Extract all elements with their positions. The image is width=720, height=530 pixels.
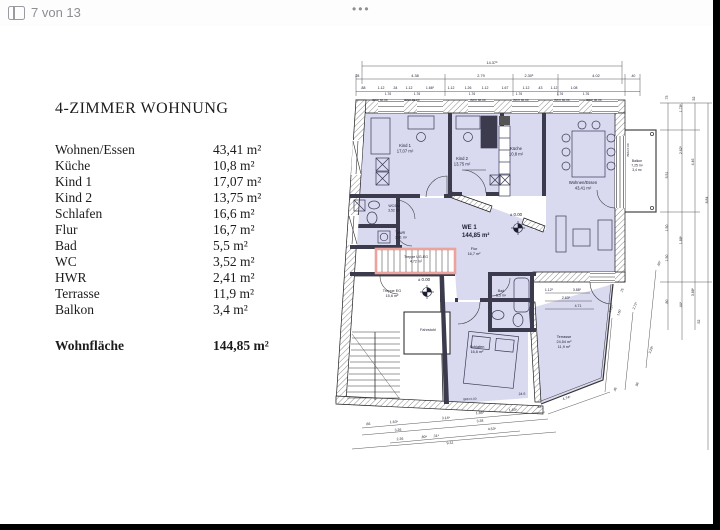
dimension-label: 4.74⁵ xyxy=(562,394,572,402)
dimension-label: 1.76 xyxy=(384,92,392,96)
dimension-label: .80 xyxy=(665,299,669,305)
dimension-label: 14.37⁵ xyxy=(486,61,498,65)
dimension-label: 3.88⁵ xyxy=(691,287,695,297)
room-name: WC xyxy=(55,254,77,269)
room-name: Terrasse xyxy=(55,286,100,301)
dimension-label: BRH 0.00 xyxy=(463,396,477,402)
page-indicator-label: 7 von 13 xyxy=(31,5,81,20)
room-area: 11,9 m² xyxy=(213,286,255,301)
room-area: 16,7 m² xyxy=(213,222,255,237)
dimension-label: .80⁵ xyxy=(420,434,428,440)
more-menu-icon[interactable]: ••• xyxy=(352,2,371,16)
dimension-label: 1.63⁵ xyxy=(389,419,399,425)
area-summary xyxy=(55,100,325,354)
dimension-label: BRH 0.00 xyxy=(626,143,630,157)
dimension-label: 1.12 xyxy=(550,86,558,90)
dimension-label: 1.76 xyxy=(468,92,476,96)
dimension-label: .44⁵ xyxy=(679,301,683,309)
dimension-label: 3.88⁵ xyxy=(572,288,582,292)
dimension-label: 8.84 xyxy=(705,196,709,204)
room-label: Kind 2 13,75 m² xyxy=(453,156,471,167)
dimension-label: 1.76 xyxy=(515,92,523,96)
dimension-label: 1.12 xyxy=(377,86,385,90)
room-area: 43,41 m² xyxy=(213,142,262,157)
room-label: WC/Du 3,52 m² xyxy=(388,204,400,213)
room-label: HWR 2,41 m² xyxy=(395,231,407,240)
room-name: Bad xyxy=(55,238,77,253)
room-label: Treppe UG-EG 4,72 m² xyxy=(403,255,429,264)
room-label: Kind 1 17,07 m² xyxy=(396,143,414,154)
dimension-label: .60² xyxy=(656,260,662,268)
dimension-label: 2.26 xyxy=(396,436,404,442)
room-name: Wohnen/Essen xyxy=(55,142,135,157)
dimension-label: 3.14⁵ xyxy=(441,415,451,421)
dimension-label: 4.53⁵ xyxy=(487,426,497,432)
room-label: Balkon 7,25 m² 3,4 m² xyxy=(631,159,643,172)
dimension-label: .43 xyxy=(537,86,543,90)
dimension-label: .28 xyxy=(354,74,360,78)
dimension-label: 1.76 xyxy=(556,92,564,96)
room-name: Küche xyxy=(55,158,91,173)
area-row xyxy=(55,270,325,286)
dimension-label: 2.79 xyxy=(477,74,485,78)
dimension-label: .75 xyxy=(665,95,669,101)
room-label: Flur 16,7 m² xyxy=(467,247,481,256)
dimension-label: 1.50 xyxy=(665,254,669,262)
dimension-label: 4.71 xyxy=(574,304,582,308)
dimension-label: 5.51 xyxy=(665,171,669,179)
room-label: Terrasse 24,54 m² 11,9 m² xyxy=(556,335,572,349)
dimension-label: 2.62⁵ xyxy=(679,145,683,155)
dimension-label: .66 xyxy=(365,421,371,427)
room-area: 3,52 m² xyxy=(213,254,255,269)
dimension-label: 1.50 xyxy=(616,308,623,317)
dimension-label: 1.83⁵ xyxy=(508,407,518,413)
dimension-label: 1.26 xyxy=(464,86,472,90)
room-label: Fahrstuhl xyxy=(420,328,436,332)
screen-edge-bottom xyxy=(0,524,720,530)
room-area: 16,6 m² xyxy=(213,206,255,221)
dimension-label: BRH 80.00 xyxy=(586,98,602,102)
total-value: 144,85 m² xyxy=(213,338,269,353)
dimension-label: .34 xyxy=(392,86,398,90)
dimension-label: 2.30⁵ xyxy=(524,74,534,78)
room-area: 13,75 m² xyxy=(213,190,262,205)
area-table xyxy=(55,142,325,354)
dimension-label: 1.12⁵ xyxy=(607,304,615,314)
dimension-label: 1.66⁵ xyxy=(425,86,435,90)
floor-plan xyxy=(335,25,713,495)
viewer-toolbar xyxy=(0,0,720,26)
total-row xyxy=(55,338,325,354)
dimension-label: 4.02 xyxy=(592,74,600,78)
dimension-label: 3.26 xyxy=(394,427,402,433)
dimension-label: ± 0.00 xyxy=(417,277,431,282)
dimension-label: BRH 90.00 xyxy=(404,98,420,102)
dimension-label: 1.88⁵ xyxy=(679,235,683,245)
area-row xyxy=(55,174,325,190)
dimension-label: 1.76 xyxy=(582,92,590,96)
area-row xyxy=(55,238,325,254)
room-name: Flur xyxy=(55,222,78,237)
area-row xyxy=(55,190,325,206)
dimension-label: BRH 90.00 xyxy=(470,98,486,102)
dimension-label: BRH 90.00 xyxy=(513,98,529,102)
dimension-label: 4.38 xyxy=(411,74,419,78)
room-area: 17,07 m² xyxy=(213,174,262,189)
room-label: Treppe EG 15,6 m² xyxy=(382,289,402,298)
room-name: Kind 1 xyxy=(55,174,93,189)
dimension-label: .40 xyxy=(630,74,636,78)
dimension-label: BRH 90.00 xyxy=(372,98,388,102)
dimension-label: BRH 90.00 xyxy=(554,98,570,102)
area-row xyxy=(55,254,325,270)
area-row xyxy=(55,222,325,238)
dimension-label: .75 xyxy=(619,287,625,294)
area-row xyxy=(55,158,325,174)
dimension-label: 24.6 xyxy=(518,391,526,397)
room-label: WE 1 144,85 m² xyxy=(462,225,490,239)
dimension-label: 1.50 xyxy=(665,224,669,232)
dimension-label: .52 xyxy=(692,96,696,102)
total-label: Wohnfläche xyxy=(55,338,125,353)
dimension-label: 9.32 xyxy=(446,440,454,446)
room-area: 2,41 m² xyxy=(213,270,255,285)
dimension-label: 1.12 xyxy=(447,86,455,90)
dimension-label: .88 xyxy=(360,86,366,90)
dimension-label: 1.67 xyxy=(501,86,509,90)
dimension-label: 1.12⁵ xyxy=(544,288,554,292)
dimension-label: 2.72⁵ xyxy=(631,301,639,311)
dimension-label: 3.29⁵ xyxy=(647,345,655,355)
dimension-label: 1.08 xyxy=(570,86,578,90)
room-area: 3,4 m² xyxy=(213,302,248,317)
page-indicator[interactable] xyxy=(8,5,81,20)
room-name: Kind 2 xyxy=(55,190,93,205)
room-name: HWR xyxy=(55,270,87,285)
screen-edge-right xyxy=(713,0,720,530)
apartment-title: 4-ZIMMER WOHNUNG xyxy=(55,100,229,117)
room-label: Küche 10,8 m² xyxy=(508,146,524,157)
dimension-label: 1.76 xyxy=(413,92,421,96)
room-name: Balkon xyxy=(55,302,94,317)
dimension-label: 1.78⁵ xyxy=(679,103,683,113)
area-row xyxy=(55,286,325,302)
room-area: 10,8 m² xyxy=(213,158,255,173)
dimension-label: 1.12 xyxy=(405,86,413,90)
dimension-label: .48 xyxy=(536,404,542,410)
area-row xyxy=(55,206,325,222)
room-name: Schlafen xyxy=(55,206,103,221)
dimension-label: 3.28 xyxy=(476,418,484,424)
dimension-label: .52 xyxy=(697,319,701,325)
room-label: Bad 5,5 m² xyxy=(496,289,506,298)
room-area: 5,5 m² xyxy=(213,238,248,253)
dimension-label: ± 0.00 xyxy=(509,212,523,217)
dimension-label: 4.46 xyxy=(691,158,695,166)
dimension-label: 1.85⁵ xyxy=(475,410,485,416)
dimension-label: .31⁵ xyxy=(432,433,440,439)
room-label: Schlafen 16,6 m² xyxy=(469,345,485,354)
area-row xyxy=(55,142,325,158)
dimension-label: 1.12 xyxy=(522,86,530,90)
dimension-label: .88 xyxy=(634,381,640,388)
dimension-label: .45 xyxy=(612,386,618,393)
room-label: Wohnen/Essen 43,41 m² xyxy=(568,180,598,191)
dimension-label: 2.63⁵ xyxy=(561,296,571,300)
thumbnail-panel-icon[interactable] xyxy=(8,6,25,20)
dimension-label: 1.12 xyxy=(481,86,489,90)
area-row xyxy=(55,302,325,318)
